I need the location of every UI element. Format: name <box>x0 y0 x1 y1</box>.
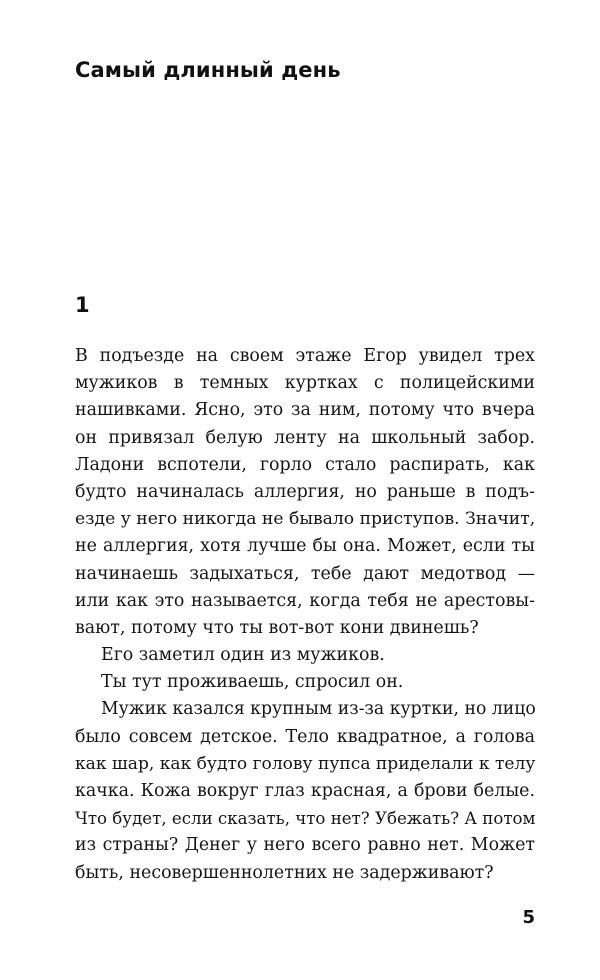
chapter-body-text <box>75 343 535 887</box>
text-line: В подъезде на своем этаже Егор увидел трех <box>75 346 535 366</box>
text-line: Его заметил один из мужиков. <box>101 645 385 666</box>
text-line: из страны? Денег у него всего равно нет. Может <box>75 835 535 856</box>
text-line: Мужик казался крупным из-за куртки, но лицо <box>101 699 536 720</box>
text-line: мужиков в темных куртках с полицейскими <box>75 373 535 394</box>
text-line: Ты тут проживаешь, спросил он. <box>101 672 404 693</box>
text-line: вают, потому что ты вот-вот кони двинешь? <box>75 617 479 638</box>
text-line: он привязал белую ленту на школьный забор. <box>75 427 535 448</box>
text-line: Что будет, если сказать, что нет? Убежать? А потом <box>75 809 536 829</box>
text-line: будто начиналась аллергия, но раньше в подъ- <box>75 481 535 502</box>
text-line: быть, несовершеннолетних не задерживают? <box>75 862 494 883</box>
text-line: как шар, как будто голову пупса приделали к телу <box>75 753 536 774</box>
text-line: было совсем детское. Тело квадратное, а голова <box>75 726 535 747</box>
chapter-number: 1 <box>75 293 90 317</box>
text-line: качка. Кожа вокруг глаз красная, а брови белые. <box>75 781 535 801</box>
book-title: Самый длинный день <box>75 58 341 82</box>
text-line: начинаешь задыхаться, тебе дают медотвод — <box>75 563 535 584</box>
page-number: 5 <box>522 907 535 928</box>
text-line: езде у него никогда не бывало приступов. Значит, <box>75 509 536 530</box>
text-line: Ладони вспотели, горло стало распирать, как <box>75 454 535 475</box>
text-line: нашивками. Ясно, это за ним, потому что вчера <box>75 400 535 421</box>
text-line: не аллергия, хотя лучше бы она. Может, если ты <box>75 536 535 557</box>
text-line: или как это называется, когда тебя не арестовы- <box>75 590 535 611</box>
